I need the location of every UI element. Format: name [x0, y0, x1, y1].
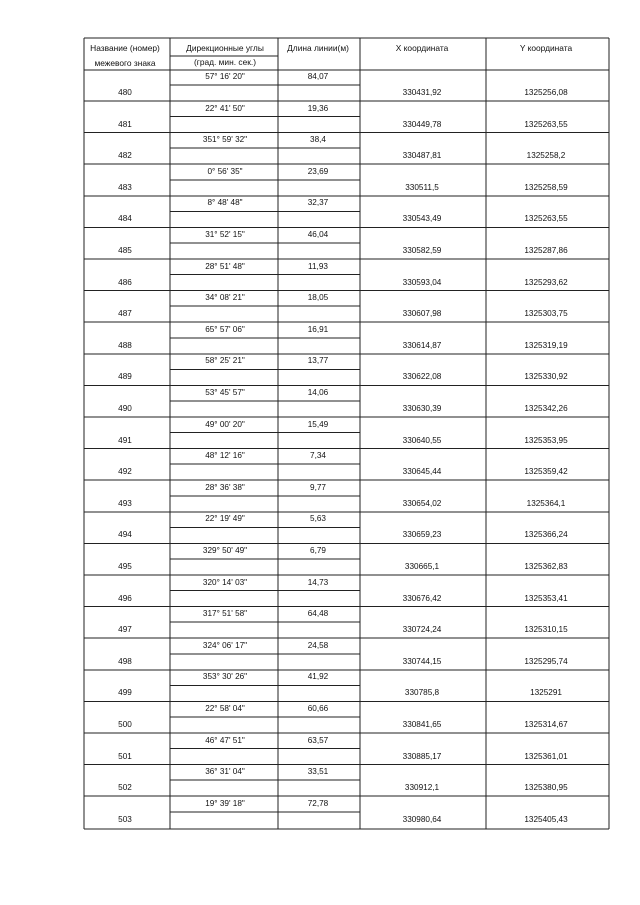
point-name: 487: [118, 309, 132, 319]
segment-angle: 46° 47' 51": [205, 735, 245, 745]
segment-length: 18,05: [307, 293, 329, 303]
point-name: 490: [118, 404, 132, 413]
header-name-line1: Название (номер): [90, 43, 160, 53]
point-x: 330449,78: [402, 119, 442, 129]
point-x: 330640,55: [402, 435, 442, 445]
point-x: 330665,1: [404, 562, 440, 571]
point-x: 330676,42: [402, 593, 442, 603]
segment-angle: 36° 31' 04": [205, 767, 245, 777]
point-y: 1325319,19: [524, 340, 568, 350]
point-x: 330607,98: [402, 309, 442, 319]
segment-angle: 28° 36' 38": [205, 482, 245, 492]
point-x: 330912,1: [404, 783, 440, 793]
point-name: 488: [118, 340, 132, 350]
segment-angle: 65° 57' 06": [205, 324, 245, 334]
segment-angle: 48° 12' 16": [205, 451, 245, 461]
point-name: 489: [118, 372, 132, 382]
point-x: 330543,49: [402, 214, 442, 224]
segment-angle: 58° 25' 21": [205, 356, 245, 366]
point-x: 330980,64: [402, 814, 442, 824]
point-y: 1325263,55: [524, 119, 568, 129]
point-y: 1325291: [530, 688, 562, 698]
point-y: 1325310,15: [524, 625, 568, 635]
segment-angle: 22° 41' 50": [205, 103, 245, 113]
point-name: 498: [118, 656, 132, 666]
segment-length: 38,4: [310, 135, 326, 145]
point-x: 330724,24: [402, 625, 442, 635]
point-x: 330659,23: [402, 530, 442, 540]
point-y: 1325353,41: [524, 593, 568, 603]
point-y: 1325295,74: [524, 656, 568, 666]
header-length: Длина линии(м): [287, 43, 349, 53]
point-y: 1325366,24: [524, 530, 568, 540]
segment-length: 32,37: [307, 198, 329, 208]
point-x: 330511,5: [405, 182, 439, 192]
point-y: 1325256,08: [524, 88, 568, 97]
segment-length: 33,51: [307, 767, 329, 777]
point-name: 500: [118, 720, 132, 729]
point-name: 481: [118, 119, 132, 129]
segment-angle: 22° 19' 49": [205, 514, 245, 524]
header-angle-line2: (град. мин. сек.): [193, 57, 257, 67]
point-y: 1325405,43: [524, 814, 568, 824]
point-name: 491: [118, 435, 132, 445]
segment-angle: 0° 56' 35": [207, 166, 243, 176]
segment-angle: 22° 58' 04": [205, 704, 245, 713]
point-name: 502: [118, 783, 132, 793]
segment-length: 63,57: [307, 735, 329, 745]
point-y: 1325258,2: [526, 151, 566, 161]
point-x: 330841,65: [402, 720, 442, 729]
point-x: 330785,8: [404, 688, 440, 698]
point-name: 483: [118, 182, 132, 192]
point-name: 497: [118, 625, 132, 635]
point-x: 330885,17: [402, 751, 442, 761]
point-x: 330431,92: [402, 88, 442, 97]
point-name: 493: [118, 498, 132, 508]
segment-length: 24,58: [307, 640, 329, 650]
segment-length: 6,79: [310, 546, 326, 555]
header-name-line2: межевого знака: [94, 58, 156, 68]
point-name: 480: [118, 88, 132, 97]
segment-angle: 353° 30' 26": [202, 672, 248, 682]
segment-length: 11,93: [308, 261, 328, 271]
point-name: 485: [118, 246, 132, 255]
point-name: 494: [118, 530, 132, 540]
header-angle-line1: Дирекционные углы: [186, 43, 264, 53]
segment-angle: 49° 00' 20": [205, 419, 245, 429]
segment-length: 60,66: [307, 704, 329, 713]
segment-length: 41,92: [307, 672, 329, 682]
point-name: 496: [118, 593, 132, 603]
segment-angle: 31° 52' 15": [205, 230, 245, 239]
point-y: 1325293,62: [524, 277, 568, 287]
segment-angle: 28° 51' 48": [205, 261, 245, 271]
segment-length: 23,69: [307, 166, 329, 176]
point-y: 1325314,67: [524, 720, 568, 729]
segment-angle: 351° 59' 32": [202, 135, 248, 145]
segment-length: 84,07: [307, 72, 329, 81]
point-x: 330614,87: [402, 340, 442, 350]
point-name: 484: [118, 214, 132, 224]
segment-angle: 34° 08' 21": [205, 293, 245, 303]
segment-angle: 324° 06' 17": [202, 640, 248, 650]
segment-angle: 329° 50' 49": [202, 546, 248, 555]
segment-angle: 317° 51' 58": [202, 609, 248, 619]
point-y: 1325362,83: [524, 562, 568, 571]
segment-length: 5,63: [310, 514, 326, 524]
point-x: 330645,44: [402, 467, 442, 477]
point-x: 330582,59: [402, 246, 442, 255]
point-y: 1325330,92: [524, 372, 568, 382]
point-y: 1325263,55: [524, 214, 568, 224]
point-name: 495: [118, 562, 132, 571]
point-y: 1325342,26: [524, 404, 568, 413]
point-y: 1325361,01: [524, 751, 568, 761]
segment-length: 72,78: [307, 798, 329, 808]
segment-length: 15,49: [307, 419, 329, 429]
segment-angle: 320° 14' 03": [202, 577, 248, 587]
segment-length: 19,36: [307, 103, 329, 113]
segment-length: 16,91: [307, 324, 329, 334]
segment-length: 14,06: [307, 388, 329, 397]
segment-length: 14,73: [307, 577, 329, 587]
segment-length: 7,34: [310, 451, 326, 461]
header-y-coordinate: Y координата: [519, 43, 573, 53]
header-x-coordinate: X координата: [395, 43, 449, 53]
segment-length: 46,04: [307, 230, 329, 239]
point-name: 499: [118, 688, 132, 698]
point-name: 482: [118, 151, 132, 161]
segment-length: 13,77: [307, 356, 329, 366]
point-x: 330593,04: [402, 277, 442, 287]
point-x: 330654,02: [402, 498, 442, 508]
point-y: 1325359,42: [524, 467, 568, 477]
point-y: 1325303,75: [524, 309, 568, 319]
segment-angle: 53° 45' 57": [205, 388, 245, 397]
point-x: 330622,08: [402, 372, 442, 382]
segment-length: 9,77: [310, 482, 326, 492]
segment-angle: 57° 16' 20": [205, 72, 245, 81]
point-x: 330744,15: [402, 656, 442, 666]
point-y: 1325287,86: [524, 246, 568, 255]
segment-angle: 19° 39' 18": [205, 798, 245, 808]
point-name: 503: [118, 814, 132, 824]
point-name: 486: [118, 277, 132, 287]
point-y: 1325353,95: [524, 435, 568, 445]
point-name: 501: [118, 751, 132, 761]
point-y: 1325364,1: [526, 498, 566, 508]
point-x: 330487,81: [402, 151, 442, 161]
point-name: 492: [118, 467, 132, 477]
segment-angle: 8° 48' 48": [207, 198, 243, 208]
point-y: 1325258,59: [524, 182, 568, 192]
point-x: 330630,39: [402, 404, 442, 413]
point-y: 1325380,95: [524, 783, 568, 793]
segment-length: 64,48: [307, 609, 329, 619]
